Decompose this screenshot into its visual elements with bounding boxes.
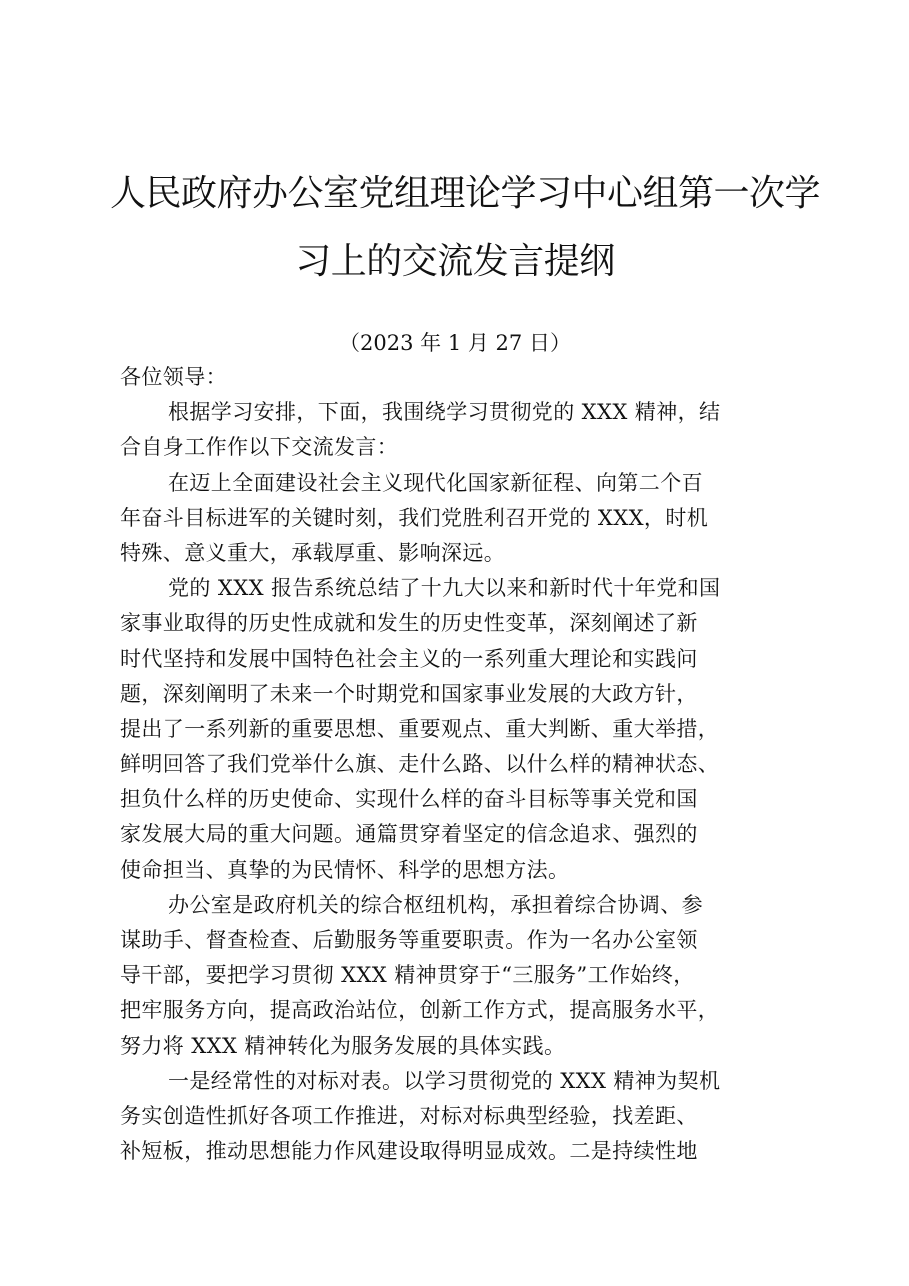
title-line-1: 人民政府办公室党组理论学习中心组第一次学	[110, 173, 821, 214]
body-line: 根据学习安排，下面，我围绕学习贯彻党的 XXX 精神，结	[168, 400, 721, 425]
body-line: 办公室是政府机关的综合枢纽机构，承担着综合协调、参	[168, 892, 703, 917]
title-line-2: 习上的交流发言提纲	[295, 241, 615, 282]
body-line: 时代坚持和发展中国特色社会主义的一系列重大理论和实践问	[120, 646, 698, 671]
body-line: 担负什么样的历史使命、实现什么样的奋斗目标等事关党和国	[120, 787, 698, 812]
document-title	[110, 160, 821, 296]
body-line: 家事业取得的历史性成就和发生的历史性变革，深刻阐述了新	[120, 611, 698, 636]
body-text	[120, 395, 800, 1169]
body-line: 合自身工作作以下交流发言：	[120, 435, 399, 460]
body-line: 题，深刻阐明了未来一个时期党和国家事业发展的大政方针，	[120, 681, 698, 706]
body-line: 家发展大局的重大问题。通篇贯穿着坚定的信念追求、强烈的	[120, 822, 698, 847]
body-line: 把牢服务方向，提高政治站位，创新工作方式，提高服务水平，	[120, 998, 720, 1023]
body-line: 年奋斗目标进军的关键时刻，我们党胜利召开党的 XXX，时机	[120, 505, 709, 530]
body-line: 一是经常性的对标对表。以学习贯彻党的 XXX 精神为契机	[168, 1068, 721, 1093]
body-line: 导干部，要把学习贯彻 XXX 精神贯穿于“三服务”工作始终，	[120, 963, 695, 988]
body-line: 在迈上全面建设社会主义现代化国家新征程、向第二个百	[168, 470, 703, 495]
body-line: 党的 XXX 报告系统总结了十九大以来和新时代十年党和国	[168, 576, 721, 601]
document-body	[120, 360, 800, 1169]
body-line: 使命担当、真挚的为民情怀、科学的思想方法。	[120, 857, 570, 882]
body-line: 务实创造性抓好各项工作推进，对标对标典型经验，找差距、	[120, 1103, 698, 1128]
body-line: 鲜明回答了我们党举什么旗、走什么路、以什么样的精神状态、	[120, 752, 720, 777]
body-line: 特殊、意义重大，承载厚重、影响深远。	[120, 540, 506, 565]
body-line: 提出了一系列新的重要思想、重要观点、重大判断、重大举措，	[120, 716, 720, 741]
body-line: 补短板，推动思想能力作风建设取得明显成效。二是持续性地	[120, 1139, 698, 1164]
body-line: 努力将 XXX 精神转化为服务发展的具体实践。	[120, 1033, 566, 1058]
salutation: 各位领导：	[120, 365, 227, 389]
body-line: 谋助手、督查检查、后勤服务等重要职责。作为一名办公室领	[120, 928, 698, 952]
document-date: （2023 年 1 月 27 日）	[339, 331, 571, 355]
